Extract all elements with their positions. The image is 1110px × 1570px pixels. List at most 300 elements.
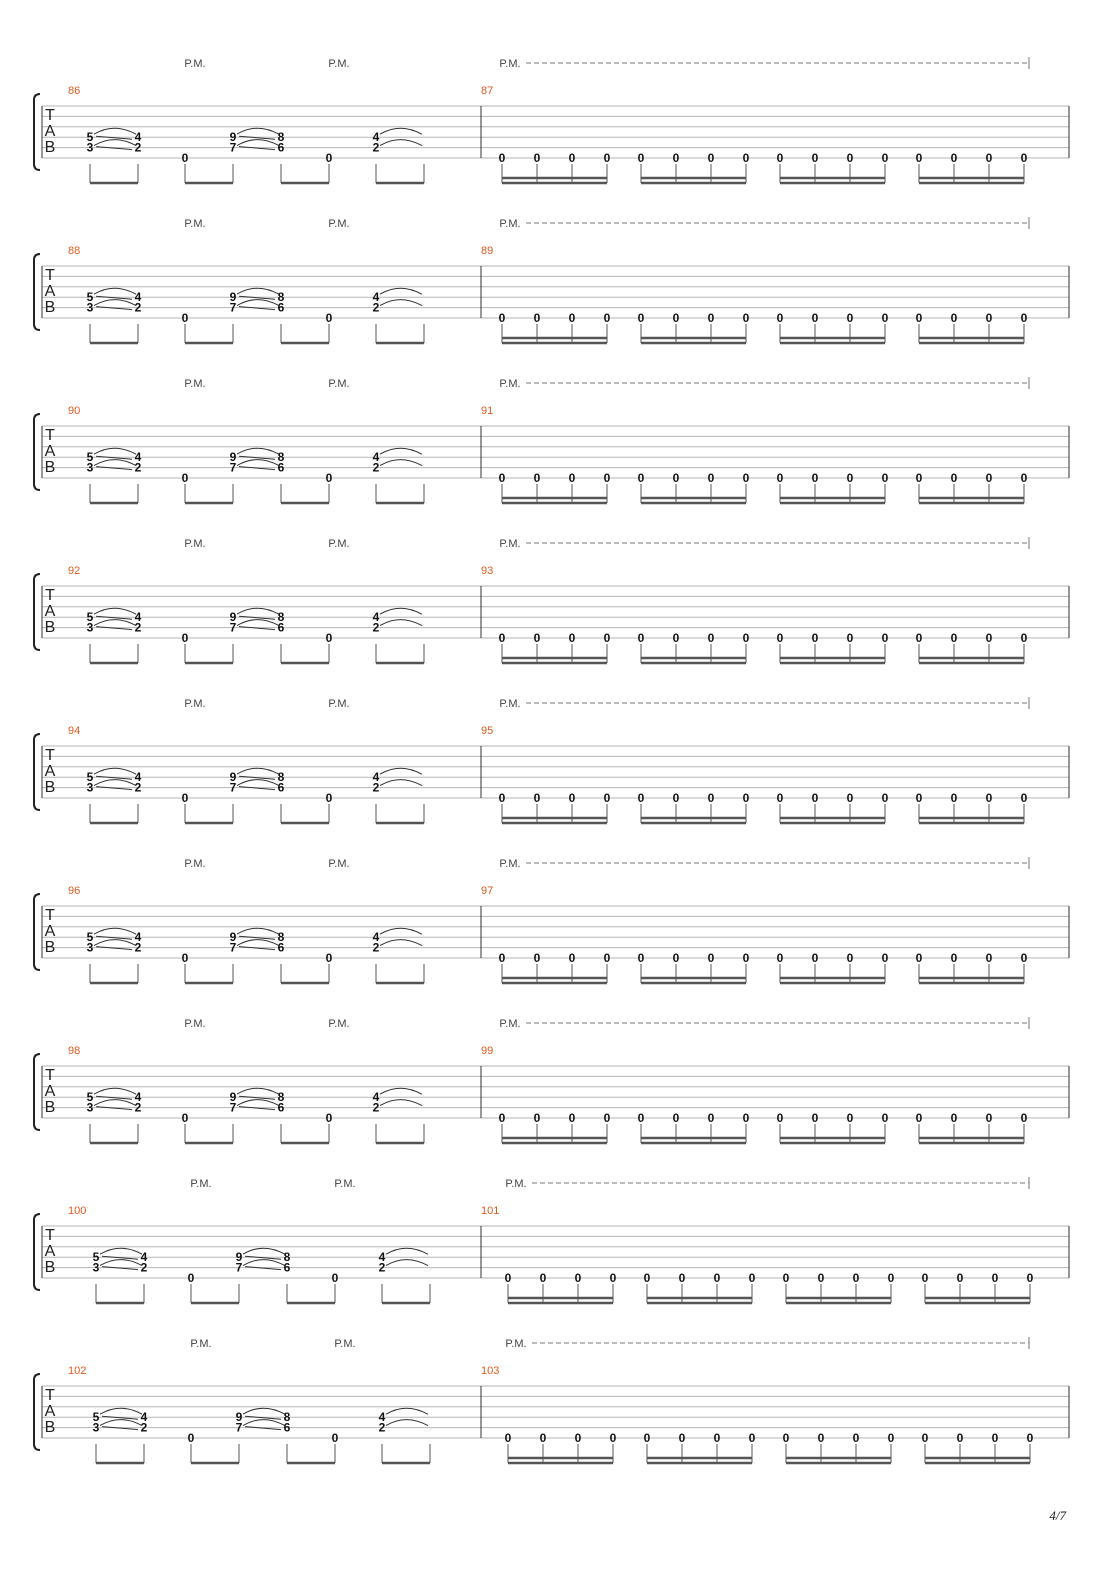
fret-number: 0 [672, 791, 680, 805]
tab-clef-letter: B [44, 139, 56, 156]
tab-clef-letter: A [44, 1403, 56, 1420]
fret-number: 6 [283, 1260, 291, 1275]
tab-clef-letter: A [44, 123, 56, 140]
fret-number: 0 [1020, 151, 1028, 165]
tab-system [34, 697, 1069, 823]
palm-mute-label: P.M. [499, 218, 521, 230]
fret-number: 0 [539, 1431, 547, 1445]
fret-number: 9 [229, 290, 237, 305]
tab-clef-letter: B [44, 459, 56, 476]
fret-number: 0 [672, 1111, 680, 1125]
fret-number: 0 [776, 311, 784, 325]
tie-arc [243, 1420, 285, 1426]
fret-number: 0 [811, 151, 819, 165]
fret-number: 3 [86, 780, 94, 795]
fret-number: 3 [86, 460, 94, 475]
fret-number: 7 [229, 460, 237, 475]
tie-arc [380, 608, 422, 614]
tab-clef-letter: T [45, 1227, 55, 1244]
fret-number: 4 [372, 610, 380, 625]
fret-number: 8 [277, 1090, 285, 1105]
fret-number: 9 [229, 610, 237, 625]
tie-arc [94, 448, 136, 454]
tab-clef-letter: T [45, 1067, 55, 1084]
palm-mute-label: P.M. [328, 378, 350, 390]
tab-clef-letter: T [45, 1387, 55, 1404]
fret-number: 0 [574, 1271, 582, 1285]
fret-number: 0 [533, 631, 541, 645]
fret-number: 8 [277, 610, 285, 625]
tie-arc [237, 940, 279, 946]
fret-number: 0 [603, 1111, 611, 1125]
fret-number: 0 [742, 631, 750, 645]
tie-arc [94, 780, 136, 786]
fret-number: 0 [637, 471, 645, 485]
fret-number: 0 [811, 791, 819, 805]
tie-arc [100, 1248, 142, 1254]
tab-clef-letter: A [44, 1243, 56, 1260]
fret-number: 0 [950, 311, 958, 325]
fret-number: 2 [134, 1100, 142, 1115]
fret-number: 4 [372, 930, 380, 945]
fret-number: 0 [574, 1431, 582, 1445]
fret-number: 0 [742, 791, 750, 805]
fret-number: 0 [672, 471, 680, 485]
fret-number: 0 [956, 1431, 964, 1445]
fret-number: 9 [229, 130, 237, 145]
tie-arc [237, 1088, 279, 1094]
fret-number: 2 [372, 300, 380, 315]
fret-number: 9 [229, 450, 237, 465]
palm-mute-label: P.M. [184, 58, 206, 70]
fret-number: 7 [229, 1100, 237, 1115]
fret-number: 0 [950, 1111, 958, 1125]
tie-arc [237, 448, 279, 454]
fret-number: 0 [331, 1431, 339, 1445]
tab-clef-letter: T [45, 907, 55, 924]
fret-number: 0 [533, 1111, 541, 1125]
fret-number: 2 [134, 140, 142, 155]
fret-number: 0 [181, 151, 189, 165]
palm-mute-label: P.M. [328, 858, 350, 870]
fret-number: 0 [504, 1431, 512, 1445]
fret-number: 0 [742, 151, 750, 165]
tab-clef-letter: B [44, 299, 56, 316]
tie-arc [380, 780, 422, 786]
tab-clef-letter: T [45, 267, 55, 284]
fret-number: 2 [378, 1260, 386, 1275]
fret-number: 6 [277, 460, 285, 475]
fret-number: 0 [817, 1431, 825, 1445]
fret-number: 0 [181, 631, 189, 645]
tab-system [34, 1177, 1069, 1303]
fret-number: 0 [985, 631, 993, 645]
tab-clef-letter: B [44, 1419, 56, 1436]
tie-arc [380, 460, 422, 466]
fret-number: 6 [277, 140, 285, 155]
fret-number: 0 [1020, 471, 1028, 485]
tab-system [34, 537, 1069, 663]
fret-number: 2 [140, 1420, 148, 1435]
fret-number: 0 [881, 151, 889, 165]
tab-system [34, 57, 1069, 183]
palm-mute-label: P.M. [328, 58, 350, 70]
fret-number: 0 [678, 1271, 686, 1285]
palm-mute-label: P.M. [184, 218, 206, 230]
tab-system [34, 217, 1069, 343]
fret-number: 0 [568, 631, 576, 645]
palm-mute-label: P.M. [499, 1018, 521, 1030]
tie-arc [237, 1100, 279, 1106]
fret-number: 5 [92, 1250, 100, 1265]
fret-number: 0 [915, 791, 923, 805]
measure-number: 97 [481, 885, 494, 897]
fret-number: 0 [504, 1271, 512, 1285]
fret-number: 0 [915, 311, 923, 325]
fret-number: 0 [707, 791, 715, 805]
fret-number: 4 [134, 290, 142, 305]
fret-number: 0 [846, 1111, 854, 1125]
fret-number: 0 [811, 311, 819, 325]
fret-number: 0 [776, 151, 784, 165]
fret-number: 6 [283, 1420, 291, 1435]
fret-number: 8 [277, 930, 285, 945]
fret-number: 0 [742, 311, 750, 325]
tab-clef-letter: B [44, 1099, 56, 1116]
fret-number: 0 [915, 631, 923, 645]
fret-number: 0 [887, 1271, 895, 1285]
tie-arc [237, 768, 279, 774]
tie-arc [94, 300, 136, 306]
fret-number: 5 [86, 1090, 94, 1105]
tab-clef-letter: A [44, 603, 56, 620]
fret-number: 9 [229, 1090, 237, 1105]
measure-number: 95 [481, 725, 494, 737]
tie-arc [94, 460, 136, 466]
fret-number: 0 [1020, 951, 1028, 965]
fret-number: 7 [235, 1260, 243, 1275]
fret-number: 0 [637, 951, 645, 965]
fret-number: 0 [881, 311, 889, 325]
tie-arc [94, 140, 136, 146]
fret-number: 0 [678, 1431, 686, 1445]
fret-number: 0 [748, 1431, 756, 1445]
palm-mute-label: P.M. [499, 698, 521, 710]
palm-mute-label: P.M. [499, 538, 521, 550]
fret-number: 2 [134, 300, 142, 315]
tab-clef-letter: A [44, 283, 56, 300]
fret-number: 0 [985, 951, 993, 965]
fret-number: 7 [229, 620, 237, 635]
fret-number: 7 [229, 300, 237, 315]
tab-clef-letter: T [45, 747, 55, 764]
tie-arc [100, 1420, 142, 1426]
tie-arc [380, 1088, 422, 1094]
fret-number: 0 [707, 311, 715, 325]
fret-number: 4 [134, 930, 142, 945]
palm-mute-label: P.M. [184, 698, 206, 710]
tab-system [34, 857, 1069, 983]
fret-number: 0 [852, 1431, 860, 1445]
palm-mute-label: P.M. [184, 858, 206, 870]
fret-number: 8 [283, 1410, 291, 1425]
fret-number: 0 [881, 631, 889, 645]
fret-number: 0 [603, 791, 611, 805]
fret-number: 0 [181, 471, 189, 485]
fret-number: 5 [86, 290, 94, 305]
fret-number: 2 [134, 940, 142, 955]
fret-number: 8 [277, 770, 285, 785]
tie-arc [94, 620, 136, 626]
fret-number: 0 [846, 631, 854, 645]
fret-number: 0 [568, 151, 576, 165]
measure-number: 94 [68, 725, 81, 737]
fret-number: 8 [277, 130, 285, 145]
fret-number: 0 [776, 791, 784, 805]
fret-number: 7 [229, 940, 237, 955]
tie-arc [380, 620, 422, 626]
tie-arc [237, 620, 279, 626]
fret-number: 2 [372, 780, 380, 795]
measure-number: 100 [68, 1205, 87, 1217]
fret-number: 9 [235, 1410, 243, 1425]
fret-number: 0 [991, 1271, 999, 1285]
measure-number: 88 [68, 245, 81, 257]
fret-number: 0 [181, 951, 189, 965]
fret-number: 0 [713, 1271, 721, 1285]
fret-number: 0 [325, 951, 333, 965]
fret-number: 0 [991, 1431, 999, 1445]
measure-number: 93 [481, 565, 494, 577]
palm-mute-label: P.M. [499, 858, 521, 870]
tab-clef-letter: T [45, 427, 55, 444]
palm-mute-label: P.M. [184, 1018, 206, 1030]
fret-number: 0 [776, 631, 784, 645]
fret-number: 0 [707, 951, 715, 965]
tie-arc [380, 300, 422, 306]
palm-mute-label: P.M. [328, 698, 350, 710]
fret-number: 0 [498, 151, 506, 165]
tie-arc [243, 1260, 285, 1266]
fret-number: 0 [846, 951, 854, 965]
fret-number: 0 [325, 311, 333, 325]
fret-number: 8 [277, 450, 285, 465]
palm-mute-label: P.M. [499, 378, 521, 390]
fret-number: 0 [811, 471, 819, 485]
fret-number: 0 [498, 471, 506, 485]
fret-number: 0 [707, 1111, 715, 1125]
fret-number: 5 [86, 770, 94, 785]
system-bracket [34, 414, 40, 490]
fret-number: 0 [985, 1111, 993, 1125]
fret-number: 0 [776, 1111, 784, 1125]
fret-number: 0 [817, 1271, 825, 1285]
fret-number: 9 [229, 770, 237, 785]
fret-number: 0 [533, 311, 541, 325]
fret-number: 5 [86, 930, 94, 945]
fret-number: 2 [134, 460, 142, 475]
fret-number: 4 [372, 770, 380, 785]
fret-number: 2 [378, 1420, 386, 1435]
fret-number: 0 [181, 791, 189, 805]
tie-arc [380, 1100, 422, 1106]
fret-number: 5 [92, 1410, 100, 1425]
fret-number: 0 [950, 631, 958, 645]
fret-number: 0 [637, 1111, 645, 1125]
palm-mute-label: P.M. [184, 378, 206, 390]
fret-number: 0 [637, 151, 645, 165]
tie-arc [243, 1248, 285, 1254]
fret-number: 5 [86, 450, 94, 465]
tie-arc [94, 128, 136, 134]
fret-number: 3 [92, 1260, 100, 1275]
fret-number: 0 [498, 631, 506, 645]
fret-number: 0 [811, 1111, 819, 1125]
palm-mute-label: P.M. [505, 1338, 527, 1350]
fret-number: 0 [498, 1111, 506, 1125]
tie-arc [237, 608, 279, 614]
fret-number: 0 [498, 791, 506, 805]
fret-number: 4 [134, 610, 142, 625]
fret-number: 0 [707, 631, 715, 645]
fret-number: 4 [134, 130, 142, 145]
fret-number: 4 [372, 290, 380, 305]
measure-number: 98 [68, 1045, 81, 1057]
fret-number: 0 [887, 1431, 895, 1445]
system-bracket [34, 894, 40, 970]
palm-mute-label: P.M. [505, 1178, 527, 1190]
fret-number: 0 [603, 151, 611, 165]
fret-number: 0 [187, 1271, 195, 1285]
fret-number: 0 [533, 951, 541, 965]
fret-number: 0 [498, 951, 506, 965]
fret-number: 0 [852, 1271, 860, 1285]
fret-number: 0 [846, 791, 854, 805]
fret-number: 0 [881, 1111, 889, 1125]
tab-system [34, 377, 1069, 503]
fret-number: 0 [533, 791, 541, 805]
fret-number: 8 [277, 290, 285, 305]
fret-number: 0 [811, 631, 819, 645]
measure-number: 91 [481, 405, 494, 417]
fret-number: 0 [672, 311, 680, 325]
fret-number: 3 [86, 940, 94, 955]
palm-mute-label: P.M. [328, 1018, 350, 1030]
fret-number: 0 [609, 1431, 617, 1445]
fret-number: 0 [950, 471, 958, 485]
system-bracket [34, 734, 40, 810]
tie-arc [94, 928, 136, 934]
tab-clef-letter: T [45, 107, 55, 124]
fret-number: 0 [915, 951, 923, 965]
tie-arc [237, 460, 279, 466]
tie-arc [237, 928, 279, 934]
tie-arc [386, 1408, 428, 1414]
fret-number: 0 [533, 471, 541, 485]
palm-mute-label: P.M. [328, 218, 350, 230]
fret-number: 0 [707, 151, 715, 165]
tab-clef-letter: B [44, 939, 56, 956]
fret-number: 0 [950, 791, 958, 805]
measure-number: 90 [68, 405, 81, 417]
fret-number: 0 [331, 1271, 339, 1285]
tab-clef-letter: T [45, 587, 55, 604]
tie-arc [386, 1260, 428, 1266]
fret-number: 2 [140, 1260, 148, 1275]
tab-clef-letter: B [44, 779, 56, 796]
fret-number: 0 [603, 471, 611, 485]
fret-number: 2 [134, 620, 142, 635]
measure-number: 89 [481, 245, 494, 257]
fret-number: 0 [1020, 791, 1028, 805]
fret-number: 5 [86, 130, 94, 145]
fret-number: 0 [742, 1111, 750, 1125]
fret-number: 0 [713, 1431, 721, 1445]
measure-number: 87 [481, 85, 494, 97]
tab-clef-letter: B [44, 619, 56, 636]
fret-number: 0 [915, 471, 923, 485]
system-bracket [34, 1374, 40, 1450]
tie-arc [380, 128, 422, 134]
tie-arc [237, 140, 279, 146]
fret-number: 0 [568, 471, 576, 485]
fret-number: 0 [568, 951, 576, 965]
tie-arc [386, 1420, 428, 1426]
tie-arc [380, 140, 422, 146]
fret-number: 0 [325, 631, 333, 645]
fret-number: 0 [956, 1271, 964, 1285]
fret-number: 3 [86, 1100, 94, 1115]
fret-number: 0 [539, 1271, 547, 1285]
fret-number: 0 [603, 311, 611, 325]
fret-number: 4 [378, 1250, 386, 1265]
fret-number: 0 [707, 471, 715, 485]
fret-number: 2 [372, 1100, 380, 1115]
fret-number: 0 [921, 1431, 929, 1445]
fret-number: 4 [372, 1090, 380, 1105]
fret-number: 0 [672, 631, 680, 645]
fret-number: 6 [277, 300, 285, 315]
palm-mute-label: P.M. [334, 1338, 356, 1350]
fret-number: 4 [134, 770, 142, 785]
fret-number: 0 [1020, 311, 1028, 325]
fret-number: 0 [1026, 1271, 1034, 1285]
tie-arc [100, 1260, 142, 1266]
fret-number: 0 [637, 631, 645, 645]
fret-number: 0 [985, 311, 993, 325]
fret-number: 0 [325, 791, 333, 805]
fret-number: 0 [568, 791, 576, 805]
fret-number: 0 [776, 471, 784, 485]
tie-arc [380, 448, 422, 454]
tab-clef-letter: B [44, 1259, 56, 1276]
tab-clef-letter: A [44, 443, 56, 460]
fret-number: 2 [134, 780, 142, 795]
palm-mute-label: P.M. [334, 1178, 356, 1190]
fret-number: 4 [378, 1410, 386, 1425]
fret-number: 9 [235, 1250, 243, 1265]
palm-mute-label: P.M. [190, 1338, 212, 1350]
fret-number: 0 [1020, 631, 1028, 645]
fret-number: 6 [277, 940, 285, 955]
fret-number: 0 [609, 1271, 617, 1285]
tie-arc [380, 940, 422, 946]
fret-number: 7 [229, 780, 237, 795]
measure-number: 101 [481, 1205, 500, 1217]
fret-number: 0 [742, 951, 750, 965]
tie-arc [94, 608, 136, 614]
measure-number: 102 [68, 1365, 87, 1377]
